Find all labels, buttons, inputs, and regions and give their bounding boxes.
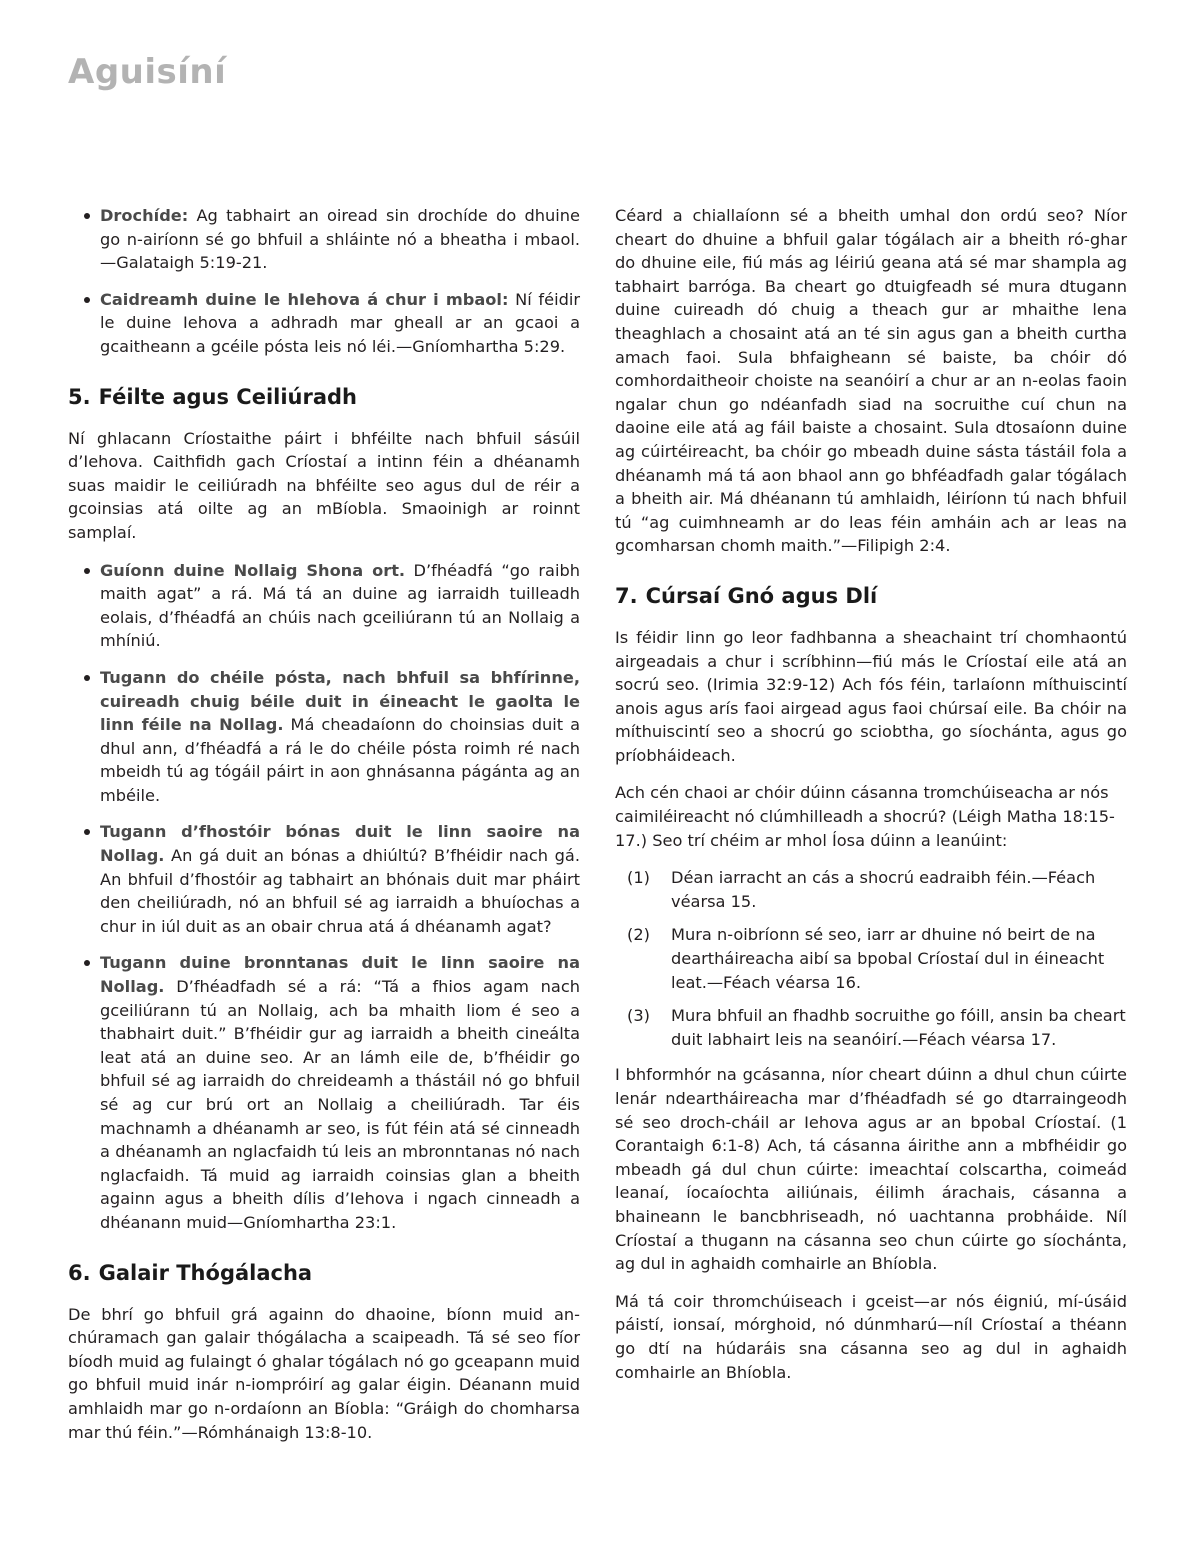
section-number: 6. [68, 1260, 91, 1285]
section-5-bullet-list [68, 559, 580, 1235]
section-6-heading [68, 1259, 580, 1287]
section-5-heading [68, 383, 580, 411]
bullet-item [68, 204, 580, 275]
bullet-lead: Caidreamh duine le hIehova á chur i mbaol: [100, 289, 509, 309]
section-number: 7. [615, 583, 638, 608]
bullet-text: Ní féidir le duine Iehova a adhradh mar gheall ar an gcaoi a gcaitheann a gcéile pósta leis nó léi.—Gníomhartha 5:29. [100, 289, 581, 356]
bullet-item [68, 288, 580, 359]
section-7-paragraph-1: Is féidir linn go leor fadhbanna a sheachaint trí chomhaontú airgeadais a chur i scríbhinn—fiú más le Críostaí eile atá an socrú seo. (Irimia 32:9-12) Ach fós féin, tarlaíonn míthuiscintí anois agus arís faoi airgead agus faoi chúrsaí eile. Ba chóir na míthuiscintí seo a shocrú go sciobtha, go síochánta, agus go príobháideach. [615, 627, 1127, 765]
bullet-text: An gá duit an bónas a dhiúltú? B’fhéidir nach gá. An bhfuil d’fhostóir ag tabhairt an bhónais duit mar pháirt den cheiliúradh, nó an bhfuil sé ag iarraidh a bhuíochas a chur in iúl duit as an obair chrua atá á dhéanamh agat? [100, 846, 580, 936]
section-6-paragraph: De bhrí go bhfuil grá againn do dhaoine, bíonn muid an-chúramach gan galair thógálacha a scaipeadh. Tá sé seo fíor bíodh muid ag fulaingt ó ghalar tógálach nó go gceapann muid go bhfuil muid inár n-iompróirí ag galar éigin. Déanann muid amhlaidh mar go n-ordaíonn an Bíobla: “Gráigh do chomharsa mar thú féin.”—Rómhánaigh 13:8-10. [68, 1304, 580, 1442]
bullet-lead: Tugann d’fhostóir bónas duit le linn saoire na Nollag. [100, 822, 580, 866]
step-number: (2) [627, 925, 650, 945]
section-7-paragraph-4: Má tá coir thromchúiseach i gceist—ar nós éigniú, mí-úsáid páistí, ionsaí, mórghoid, nó dúnmharú—níl Críostaí a théann go dtí na húdaráis sna cásanna seo ag dul in aghaidh comhairle an Bhíobla. [615, 1291, 1127, 1382]
bullet-item [68, 820, 580, 938]
section-5-paragraph: Ní ghlacann Críostaithe páirt i bhféilte nach bhfuil sásúil d’Iehova. Caithfidh gach Críostaí a intinn féin a dhéanamh suas maidir le ceiliúradh na bhféilte seo agus dul de réir a gcoinsias atá oilte ag an mBíobla. Smaoinigh ar roinnt samplaí. [68, 428, 580, 542]
bullet-item [68, 951, 580, 1234]
bullet-text: Ag tabhairt an oiread sin drochíde do dhuine go n-airíonn sé go bhfuil a shláinte nó a bheatha i mbaol.—Galataigh 5:19-21. [100, 206, 580, 273]
bullet-item [68, 559, 580, 653]
step-number: (1) [627, 868, 650, 888]
section-title: Galair Thógálacha [98, 1260, 313, 1285]
step-text: Déan iarracht an cás a shocrú eadraibh féin.—Féach véarsa 15. [671, 868, 1096, 911]
right-column [615, 204, 1127, 1398]
step-item [627, 1004, 1127, 1051]
section-6-continued-paragraph: Céard a chiallaíonn sé a bheith umhal don ordú seo? Níor cheart do dhuine a bhfuil galar tógálach air a bheith ró-ghar do dhuine eile, fiú más ag léiriú geana atá sé mar shampla ag tabhairt barróga. Ba cheart go dtuigfeadh sé mura dtugann duine cuireadh dó chuig a theach gur ar mhaithe lena theaghlach a chosaint atá an té sin agus gan a bheith curtha amach faoi. Sula bhfaigheann sé baiste, ba chóir dó comhordaitheoir choiste na seanóirí a chur ar an n-eolas faoin ngalar chun go ndéanfadh siad na socruithe cuí chun na daoine eile atá ag fáil baiste a chosaint. Sula dtosaíonn duine ag cúirtéireacht, ba chóir go mbeadh duine sásta tástáil fola a dhéanamh má tá aon bhaol ann go bhféadfadh galar tógálach a bheith air. Má dhéanann tú amhlaidh, léiríonn tú nach bhfuil tú “ag cuimhneamh ar do leas féin amháin ach ar leas na gcomharsan chomh maith.”—Filipigh 2:4. [615, 206, 1127, 556]
step-text: Mura bhfuil an fhadhb socruithe go fóill, ansin ba cheart duit labhairt leis na seanóirí.—Féach véarsa 17. [671, 1006, 1126, 1049]
bullet-lead: Guíonn duine Nollaig Shona ort. [100, 560, 406, 580]
bullet-lead: Drochíde: [100, 206, 189, 225]
section-title: Cúrsaí Gnó agus Dlí [645, 583, 878, 608]
bullet-text: Má cheadaíonn do choinsias duit a dhul ann, d’fhéadfá a rá le do chéile pósta roimh ré nach mbeidh tú ag tógáil páirt in aon ghnásanna págánta ag an mbéile. [100, 715, 580, 805]
bullet-item [68, 666, 580, 808]
left-column [68, 204, 580, 1458]
step-number: (3) [627, 1006, 650, 1026]
section-number: 5. [68, 384, 91, 409]
bullet-lead: Tugann do chéile pósta, nach bhfuil sa bhfírinne, cuireadh chuig béile duit in éineacht le gaolta le linn féile na Nollag. [100, 667, 580, 735]
section-7-paragraph-3: I bhformhór na gcásanna, níor cheart dúinn a dhul chun cúirte lenár ndeartháireacha mar d’fhéadfadh sé go dtarraingeodh sé seo droch-cháil ar Iehova agus ar an bpobal Críostaí. (1 Corantaigh 6:1-8) Ach, tá cásanna áirithe ann a mbfhéidir go mbeadh gá dul chun cúirte: imeachtaí colscartha, coimeád leanaí, íocaíochta ailiúnais, éilimh árachais, cásanna a bhaineann le bancbhriseadh, nó uachtanna probháide. Níl Críostaí a thugann na cásanna seo chun cúirte go síochánta, ag dul in aghaidh comhairle an Bhíobla. [615, 1065, 1127, 1274]
section-title: Féilte agus Ceiliúradh [98, 384, 357, 409]
step-item [627, 866, 1127, 913]
section-7-paragraph-2: Ach cén chaoi ar chóir dúinn cásanna tromchúiseacha ar nós caimiléireacht nó clúmhilleadh a shocrú? (Léigh Matha 18:15-17.) Seo trí chéim ar mhol Íosa dúinn a leanúint: [615, 783, 1115, 850]
intro-bullet-list [68, 204, 580, 359]
step-item [627, 923, 1127, 994]
page-title: Aguisíní [68, 52, 227, 92]
bullet-lead: Tugann duine bronntanas duit le linn saoire na Nollag. [100, 953, 580, 997]
bullet-text: D’fhéadfá “go raibh maith agat” a rá. Má tá an duine ag iarraidh tuilleadh eolais, d’fhéadfá an chúis nach gceiliúrann tú an Nollaig a mhíniú. [100, 560, 581, 651]
section-7-heading [615, 582, 1127, 610]
step-text: Mura n-oibríonn sé seo, iarr ar dhuine nó beirt de na deartháireacha aibí sa bpobal Críostaí dul in éineacht leat.—Féach véarsa 16. [671, 925, 1105, 992]
steps-list [615, 866, 1127, 1051]
bullet-text: D’fhéadfadh sé a rá: “Tá a fhios agam nach gceiliúrann tú an Nollaig, ach ba mhaith liom é seo a thabhairt duit.” B’fhéidir gur ag iarraidh a bheith cineálta leat atá an duine seo. Ar an lámh eile de, b’fhéidir go bhfuil sé ag iarraidh do chreideamh a thástáil nó go bhfuil sé ag cur brú ort an Nollaig a cheiliúradh. Tar éis machnamh a dhéanamh ar seo, is fút féin atá sé cinneadh a dhéanamh an nglacfaidh tú leis an mbronntanas nó nach nglacfaidh. Tá muid ag iarraidh coinsias glan a bheith againn agus a bheith dílis d’Iehova i ngach cinneadh a dhéanann muid—Gníomhartha 23:1. [100, 977, 580, 1232]
